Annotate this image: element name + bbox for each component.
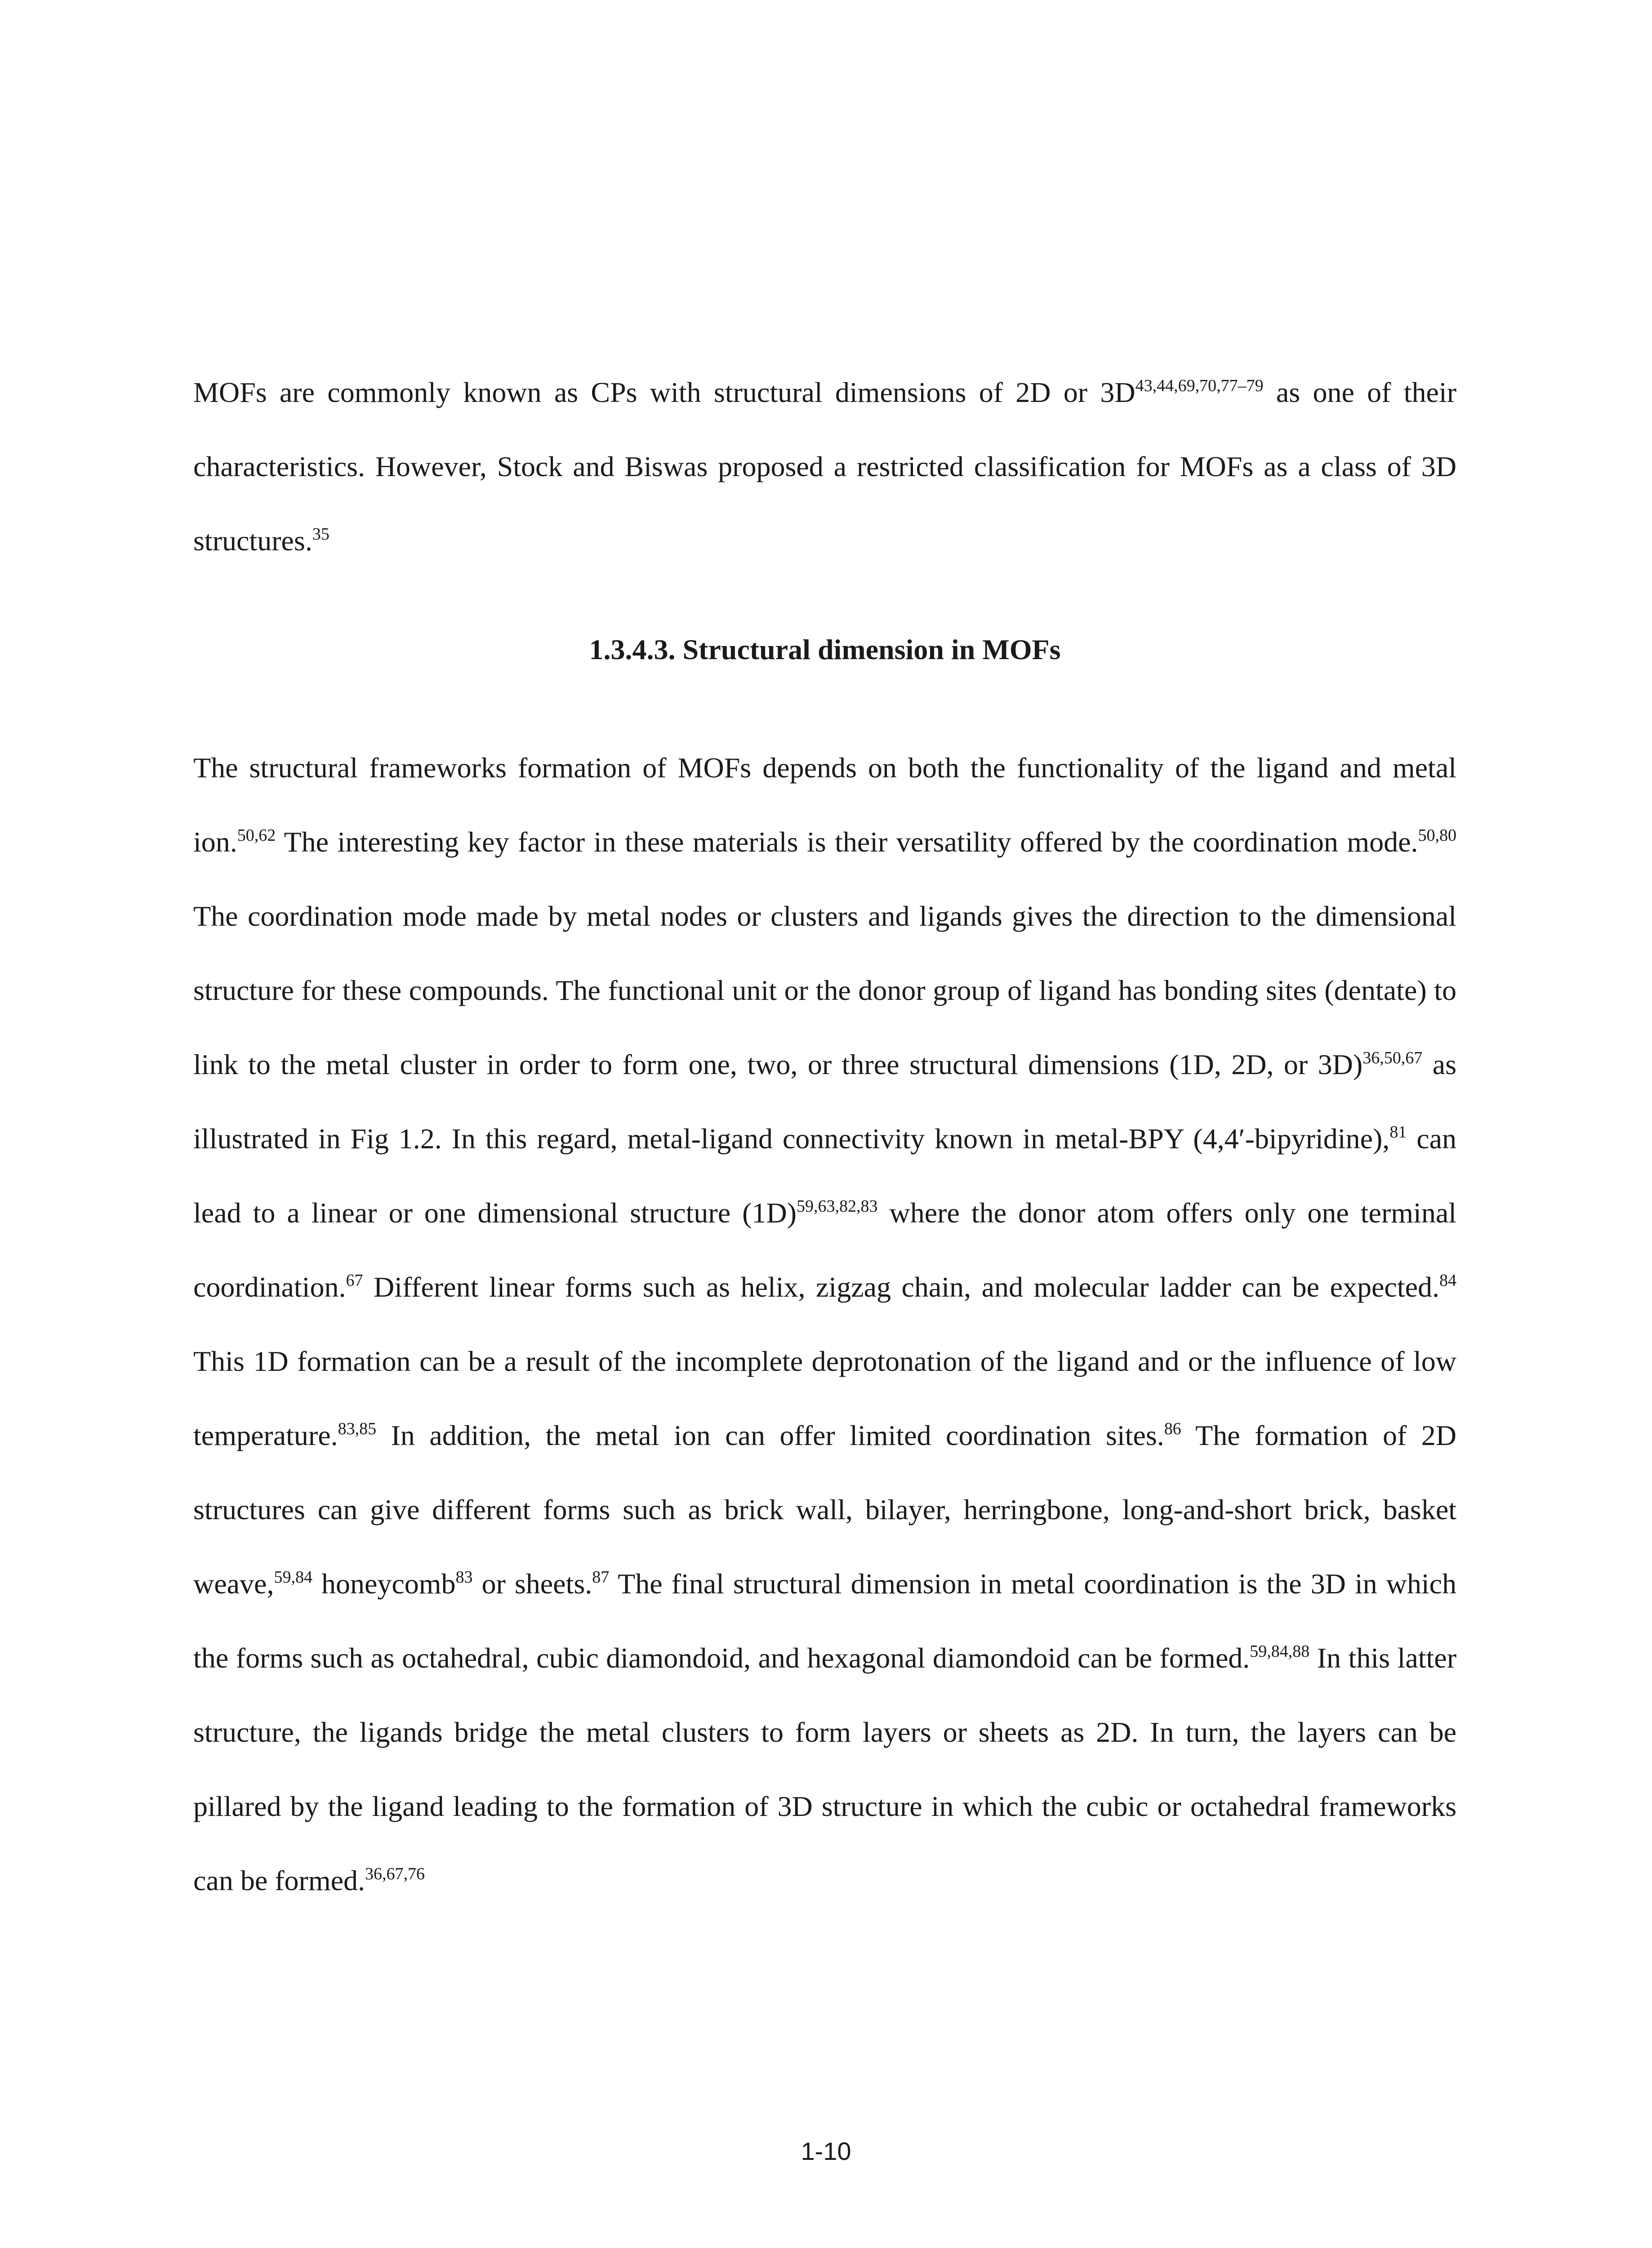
paragraph-structural-dimension — [193, 731, 1456, 1918]
paragraph-text: In this latter structure, the ligands bridge the metal clusters to form layers or sheets as 2D. In turn, the layers can be pillared by the ligand leading to the formation of 3D structure in which the cubic or octahedral frameworks can be formed. — [193, 1642, 1457, 1896]
citation: 67 — [346, 1271, 363, 1290]
citation: 86 — [1164, 1419, 1181, 1438]
paragraph-text: The formation of 2D structures can give different forms such as brick wall, bilayer, herringbone, long-and-short brick, basket weave, — [193, 1419, 1457, 1600]
citation: 59,84 — [274, 1567, 312, 1587]
citation: 36,50,67 — [1363, 1048, 1423, 1067]
paragraph-text: The coordination mode made by metal nodes or clusters and ligands gives the direction to the dimensional structure for these compounds. The functional unit or the donor group of ligand has bonding sites (dentate) to link to the metal cluster in order to form one, two, or three structural dimensions (1D, 2D, or 3D) — [193, 900, 1456, 1080]
citation: 50,80 — [1418, 825, 1456, 845]
citation: 35 — [312, 524, 330, 544]
paragraph-text: where the donor atom offers only one terminal coordination. — [193, 1197, 1456, 1303]
paragraph-text: Different linear forms such as helix, zigzag chain, and molecular ladder can be expected. — [363, 1271, 1439, 1303]
citation: 84 — [1439, 1271, 1456, 1290]
paragraph-text: as one of their characteristics. However, Stock and Biswas proposed a restricted classification for MOFs as a class of 3D structures. — [193, 376, 1456, 557]
citation: 50,62 — [237, 825, 276, 845]
citation: 87 — [592, 1567, 610, 1587]
citation: 43,44,69,70,77–79 — [1135, 376, 1264, 395]
paragraph-text: MOFs are commonly known as CPs with structural dimensions of 2D or 3D — [193, 376, 1135, 408]
citation: 59,63,82,83 — [796, 1196, 878, 1216]
citation: 81 — [1389, 1122, 1407, 1142]
paragraph-text: can lead to a linear or one dimensional structure (1D) — [193, 1123, 1457, 1229]
paragraph-text: honeycomb — [312, 1568, 456, 1600]
paragraph-text: This 1D formation can be a result of the incomplete deprotonation of the ligand and or the influence of low temperature. — [193, 1345, 1456, 1451]
paragraph-text: as illustrated in Fig 1.2. In this regard, metal-ligand connectivity known in metal-BPY (4,4′-bipyridine), — [193, 1048, 1457, 1155]
paragraph-text: The structural frameworks formation of MOFs depends on both the functionality of the ligand and metal ion. — [193, 752, 1456, 858]
section-heading: 1.3.4.3. Structural dimension in MOFs — [589, 633, 1061, 665]
paragraph-text: In addition, the metal ion can offer limited coordination sites. — [376, 1419, 1164, 1451]
paragraph-text: The interesting key factor in these materials is their versatility offered by the coordination mode. — [276, 826, 1418, 858]
citation: 59,84,88 — [1250, 1641, 1310, 1661]
paragraph-text: The final structural dimension in metal coordination is the 3D in which the forms such as octahedral, cubic diamondoid, and hexagonal diamondoid can be formed. — [193, 1568, 1457, 1674]
citation: 83 — [455, 1567, 473, 1587]
paragraph-text: or sheets. — [472, 1568, 592, 1600]
citation: 36,67,76 — [365, 1864, 425, 1883]
paragraph-intro — [193, 355, 1456, 578]
page-number: 1-10 — [801, 2137, 851, 2165]
citation: 83,85 — [338, 1419, 377, 1438]
